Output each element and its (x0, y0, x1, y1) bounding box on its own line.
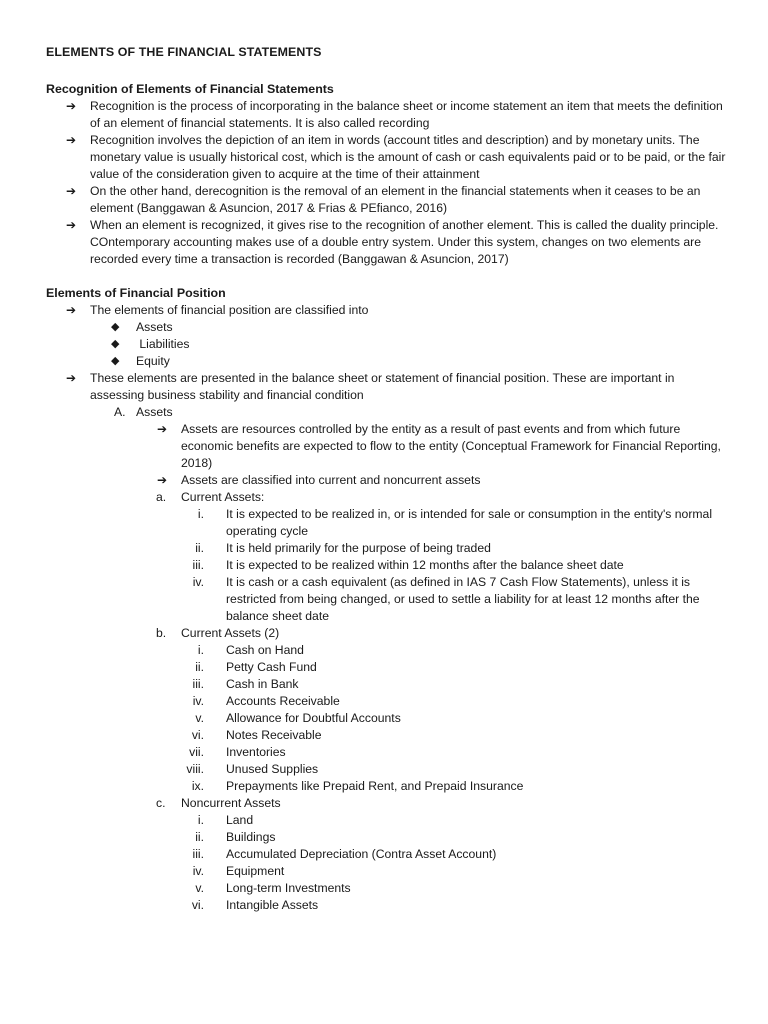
list-marker: iv. (192, 694, 204, 708)
list-item-text: Allowance for Doubtful Accounts (226, 711, 401, 725)
noncurrent-assets-heading: c. Noncurrent Assets (156, 796, 281, 810)
arrow-bullet-icon: ➔ (66, 303, 77, 317)
list-item-text: Unused Supplies (226, 762, 319, 776)
list-item (46, 506, 726, 540)
arrow-bullet-icon: ➔ (66, 184, 77, 198)
list-marker: b. (156, 626, 167, 640)
bullet-item: ➔ The elements of financial position are classified into (66, 303, 369, 317)
bullet-item: ➔ Assets are classified into current and noncurrent assets (157, 473, 481, 487)
class-item: ◆ Assets (111, 320, 173, 334)
section-heading-financial-position: Elements of Financial Position (46, 286, 226, 300)
bullet-item: ➔ Assets are resources controlled by the entity as a result of past events and from which future economic benefits are expected to flow to the entity (Conceptual Framework for Financial Reporting, 2018) (157, 422, 721, 470)
bullet-item: ➔ On the other hand, derecognition is the removal of an element in the financial statements when it ceases to be an element (Banggawan & Asuncion, 2017 & Frias & PEfianco, 2016) (66, 184, 701, 215)
diamond-bullet-icon: ◆ (111, 321, 120, 333)
list-item (46, 863, 726, 880)
assets-heading: A. Assets (114, 405, 173, 419)
document-page (46, 44, 726, 914)
list-item-text: It is held primarily for the purpose of being traded (226, 541, 491, 555)
list-item (46, 812, 726, 829)
list-item-text: Accumulated Depreciation (Contra Asset Account) (226, 847, 497, 861)
list-item-text: Petty Cash Fund (226, 660, 317, 674)
list-marker: vi. (191, 898, 204, 912)
list-marker: iii. (192, 677, 204, 691)
list-marker: v. (195, 711, 204, 725)
list-item (46, 829, 726, 846)
list-item-text: Accounts Receivable (226, 694, 340, 708)
arrow-bullet-icon: ➔ (66, 133, 77, 147)
diamond-bullet-icon: ◆ (111, 338, 120, 350)
list-marker: i. (197, 643, 204, 657)
current-assets-heading: a. Current Assets: (156, 490, 265, 504)
list-item-text: It is expected to be realized in, or is intended for sale or consumption in the entity's normal operating cycle (226, 507, 713, 538)
list-item-text: Notes Receivable (226, 728, 322, 742)
list-marker: c. (156, 796, 166, 810)
list-item-text: It is cash or a cash equivalent (as defined in IAS 7 Cash Flow Statements), unless it is restricted from being changed, or used to settle a liability for at least 12 months after the balance sheet date (226, 575, 700, 623)
list-item-text: Equipment (226, 864, 285, 878)
list-marker: ii. (195, 660, 204, 674)
list-item (46, 761, 726, 778)
list-item (46, 693, 726, 710)
arrow-bullet-icon: ➔ (66, 371, 77, 385)
list-item (46, 642, 726, 659)
list-marker: vi. (191, 728, 204, 742)
list-marker: ix. (191, 779, 204, 793)
arrow-bullet-icon: ➔ (66, 99, 77, 113)
list-marker: iv. (192, 575, 204, 589)
arrow-bullet-icon: ➔ (66, 218, 77, 232)
bullet-item: ➔ Recognition involves the depiction of an item in words (account titles and description) and by monetary units. The monetary value is usually historical cost, which is the amount of cash or cash equivalents paid or to be paid, or the fair value of the consideration given to acquire at the time of their attainment (66, 133, 726, 181)
list-item (46, 540, 726, 557)
list-item (46, 574, 726, 625)
list-item (46, 727, 726, 744)
list-marker: v. (195, 881, 204, 895)
list-marker: ii. (195, 830, 204, 844)
list-item (46, 897, 726, 914)
list-item-text: Land (226, 813, 254, 827)
diamond-bullet-icon: ◆ (111, 355, 120, 367)
current-assets-2-heading: b. Current Assets (2) (156, 626, 280, 640)
list-item-text: Intangible Assets (226, 898, 319, 912)
section-heading-recognition: Recognition of Elements of Financial Statements (46, 82, 334, 96)
list-item (46, 846, 726, 863)
list-item (46, 880, 726, 897)
list-item-text: Buildings (226, 830, 276, 844)
arrow-bullet-icon: ➔ (157, 422, 168, 436)
list-marker: i. (197, 507, 204, 521)
document-title: ELEMENTS OF THE FINANCIAL STATEMENTS (46, 45, 322, 59)
list-marker: i. (197, 813, 204, 827)
list-item (46, 710, 726, 727)
list-item (46, 557, 726, 574)
list-marker: a. (156, 490, 167, 504)
list-item-text: Cash on Hand (226, 643, 304, 657)
list-marker: viii. (186, 762, 204, 776)
list-item (46, 778, 726, 795)
list-marker: iv. (192, 864, 204, 878)
list-item-text: Long-term Investments (226, 881, 351, 895)
list-item-text: It is expected to be realized within 12 months after the balance sheet date (226, 558, 624, 572)
list-marker: iii. (192, 847, 204, 861)
list-item (46, 744, 726, 761)
list-item (46, 676, 726, 693)
bullet-item: ➔ Recognition is the process of incorporating in the balance sheet or income statement an item that meets the definition of an element of financial statements. It is also called recording (66, 99, 723, 130)
list-marker: ii. (195, 541, 204, 555)
list-item-text: Cash in Bank (226, 677, 299, 691)
class-item: ◆ Equity (111, 354, 170, 368)
bullet-item: ➔ These elements are presented in the balance sheet or statement of financial position. These are important in assessing business stability and financial condition (66, 371, 675, 402)
list-marker: vii. (189, 745, 204, 759)
list-item-text: Prepayments like Prepaid Rent, and Prepaid Insurance (226, 779, 524, 793)
class-item: ◆ Liabilities (111, 337, 190, 351)
list-item (46, 659, 726, 676)
list-marker: iii. (192, 558, 204, 572)
list-item-text: Inventories (226, 745, 286, 759)
list-marker: A. (114, 405, 126, 419)
bullet-item: ➔ When an element is recognized, it gives rise to the recognition of another element. This is called the duality principle. COntemporary accounting makes use of a double entry system. Under this system, changes on two elements are recorded every time a transaction is recorded (Banggawan & Asuncion, 2017) (66, 218, 719, 266)
arrow-bullet-icon: ➔ (157, 473, 168, 487)
